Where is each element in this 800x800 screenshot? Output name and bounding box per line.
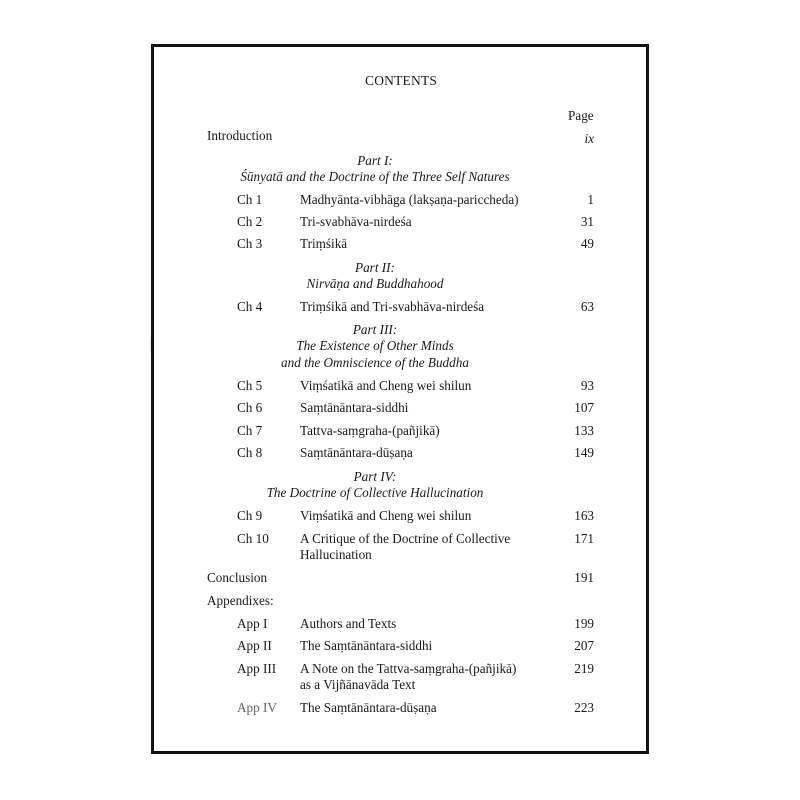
chapter-title: Madhyānta-vibhāga (lakṣaṇa-pariccheda) [300, 192, 519, 207]
chapter-title: Saṃtānāntara-siddhi [300, 400, 409, 415]
chapter-title: Tattva-saṃgraha-(pañjikā) [300, 423, 440, 438]
part-subtitle: The Doctrine of Collective Hallucination [266, 485, 484, 500]
chapter-page: 93 [580, 378, 594, 393]
part-subtitle: Nirvāṇa and Buddhahood [306, 276, 444, 291]
appendix-number: App I [237, 616, 268, 631]
chapter-page: 171 [574, 531, 594, 546]
chapter-page: 63 [580, 299, 594, 314]
chapter-number: Ch 9 [237, 508, 263, 523]
toc-introduction-label: Introduction [207, 128, 273, 143]
chapter-page: 31 [580, 214, 594, 229]
chapter-page: 49 [580, 236, 594, 251]
appendix-page: 219 [574, 661, 594, 676]
chapter-title: Viṃśatikā and Cheng wei shilun [300, 378, 472, 393]
appendix-page: 223 [574, 700, 594, 715]
appendix-number: App II [237, 638, 272, 653]
part-subtitle: The Existence of Other Minds [296, 338, 454, 353]
part-heading: Part II: [355, 260, 395, 275]
page-column-header: Page [568, 108, 594, 123]
chapter-number: Ch 4 [237, 299, 263, 314]
chapter-number: Ch 10 [237, 531, 269, 546]
appendix-title: A Note on the Tattva-saṃgraha-(pañjikā) [300, 661, 517, 676]
part-heading: Part IV: [353, 469, 397, 484]
chapter-title: Viṃśatikā and Cheng wei shilun [300, 508, 472, 523]
appendix-title: The Saṃtānāntara-siddhi [300, 638, 433, 653]
chapter-number: Ch 6 [237, 400, 263, 415]
part-subtitle: Śūnyatā and the Doctrine of the Three Self Natures [240, 169, 510, 184]
chapter-title: Triṃśikā [300, 236, 348, 251]
appendix-title: Authors and Texts [300, 616, 397, 631]
chapter-number: Ch 8 [237, 445, 263, 460]
contents-title: CONTENTS [365, 73, 438, 88]
chapter-title: Triṃśikā and Tri-svabhāva-nirdeśa [300, 299, 485, 314]
appendix-page: 199 [574, 616, 594, 631]
chapter-number: Ch 5 [237, 378, 263, 393]
chapter-number: Ch 3 [237, 236, 263, 251]
chapter-title: Tri-svabhāva-nirdeśa [300, 214, 412, 229]
chapter-page: 107 [574, 400, 594, 415]
chapter-page: 1 [587, 192, 594, 207]
appendix-number: App III [237, 661, 277, 676]
appendix-page: 207 [574, 638, 594, 653]
chapter-number: Ch 2 [237, 214, 263, 229]
part-heading: Part I: [357, 153, 393, 168]
part-heading: Part III: [352, 322, 398, 337]
chapter-title: A Critique of the Doctrine of Collective [300, 531, 511, 546]
appendix-title: The Saṃtānāntara-dūṣaṇa [300, 700, 437, 715]
appendix-number: App IV [237, 700, 277, 715]
chapter-page: 133 [574, 423, 594, 438]
appendix-title-continued: as a Vijñānavāda Text [300, 677, 416, 692]
chapter-number: Ch 7 [237, 423, 263, 438]
part-subtitle: and the Omniscience of the Buddha [281, 355, 469, 370]
toc-conclusion-label: Conclusion [207, 570, 268, 585]
chapter-page: 149 [574, 445, 594, 460]
chapter-title-continued: Hallucination [300, 547, 372, 562]
chapter-number: Ch 1 [237, 192, 263, 207]
chapter-title: Saṃtānāntara-dūṣaṇa [300, 445, 413, 460]
appendixes-label: Appendixes: [207, 593, 274, 608]
toc-introduction-page: ix [584, 131, 594, 146]
toc-conclusion-page: 191 [574, 570, 594, 585]
chapter-page: 163 [574, 508, 594, 523]
